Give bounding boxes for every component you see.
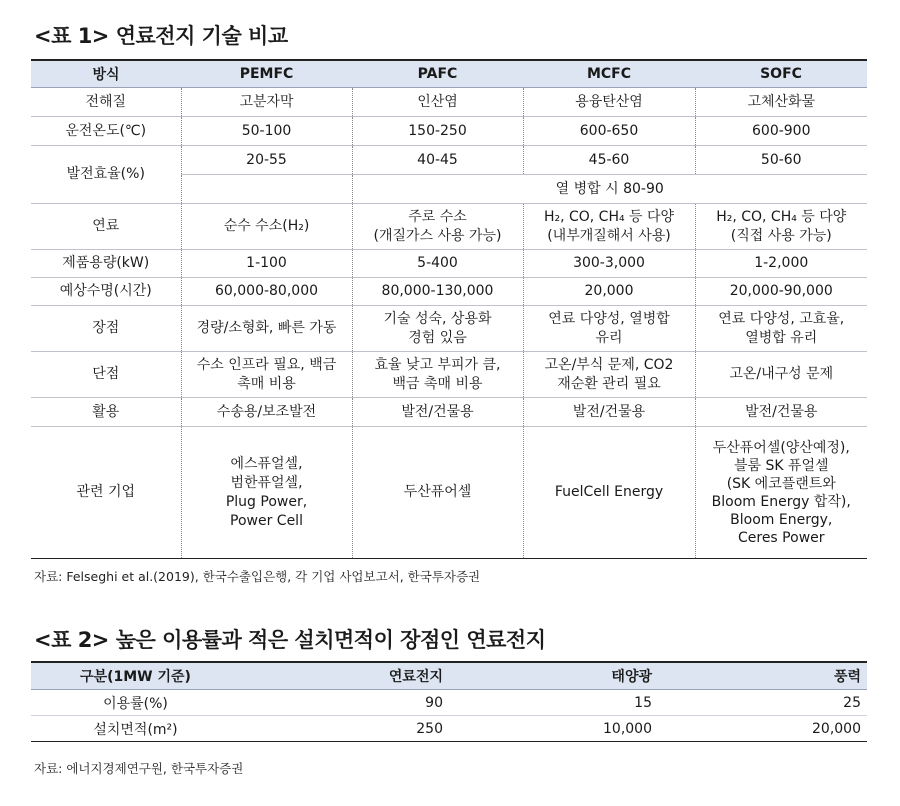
cell-wind: 25: [658, 690, 867, 716]
cell-pafc: 150-250: [352, 117, 523, 146]
cell-sofc: 두산퓨어셀(양산예정), 블룸 SK 퓨얼셀 (SK 에코플랜트와 Bloom Energy 합작), Bloom Energy, Ceres Power: [695, 427, 867, 559]
cell-pemfc: 에스퓨얼셀, 범한퓨얼셀, Plug Power, Power Cell: [181, 427, 352, 559]
cell-pemfc: 고분자막: [181, 88, 352, 117]
table-row: [31, 716, 867, 742]
cell-pemfc: 1-100: [181, 250, 352, 278]
table-row: [31, 690, 867, 716]
cell-mcfc: 600-650: [523, 117, 695, 146]
cell-fuel-cell: 250: [240, 716, 449, 742]
row-label: 관련 기업: [31, 427, 181, 559]
cell-pemfc: 수소 인프라 필요, 백금 촉매 비용: [181, 352, 352, 398]
cell-pemfc: 순수 수소(H₂): [181, 204, 352, 250]
header-wind: 풍력: [658, 663, 867, 690]
cell-solar: 10,000: [449, 716, 658, 742]
cell-mcfc: H₂, CO, CH₄ 등 다양 (내부개질해서 사용): [523, 204, 695, 250]
cell-mcfc: 300-3,000: [523, 250, 695, 278]
header-sofc: SOFC: [695, 61, 867, 88]
cell-pafc: 인산염: [352, 88, 523, 117]
cell-pemfc: 수송용/보조발전: [181, 398, 352, 427]
cell-pafc: 두산퓨어셀: [352, 427, 523, 559]
cell-pafc: 기술 성숙, 상용화 경험 있음: [352, 306, 523, 352]
cell-sofc: 1-2,000: [695, 250, 867, 278]
utilization-area-table: [31, 663, 867, 742]
cell-pemfc-empty: [181, 175, 352, 204]
cell-mcfc: 용융탄산염: [523, 88, 695, 117]
row-label: 활용: [31, 398, 181, 427]
header-type: 방식: [31, 61, 181, 88]
row-companies: [31, 427, 867, 559]
row-label: 제품용량(kW): [31, 250, 181, 278]
cell-cogeneration-merged: 열 병합 시 80-90: [352, 175, 867, 204]
cell-sofc: 발전/건물용: [695, 398, 867, 427]
row-label: 운전온도(℃): [31, 117, 181, 146]
cell-sofc: 600-900: [695, 117, 867, 146]
header-pemfc: PEMFC: [181, 61, 352, 88]
cell-pafc: 80,000-130,000: [352, 278, 523, 306]
table2-header-row: [31, 663, 867, 690]
cell-sofc: 고온/내구성 문제: [695, 352, 867, 398]
row-label: 장점: [31, 306, 181, 352]
cell-mcfc: 고온/부식 문제, CO2 재순환 관리 필요: [523, 352, 695, 398]
header-solar: 태양광: [449, 663, 658, 690]
cell-mcfc: 20,000: [523, 278, 695, 306]
cell-sofc: H₂, CO, CH₄ 등 다양 (직접 사용 가능): [695, 204, 867, 250]
row-label: 이용률(%): [31, 690, 240, 716]
row-label: 전해질: [31, 88, 181, 117]
row-label: 단점: [31, 352, 181, 398]
cell-pemfc: 경량/소형화, 빠른 가동: [181, 306, 352, 352]
cell-mcfc: FuelCell Energy: [523, 427, 695, 559]
row-label: 연료: [31, 204, 181, 250]
cell-sofc: 50-60: [695, 146, 867, 175]
cell-wind: 20,000: [658, 716, 867, 742]
row-cons: [31, 352, 867, 398]
cell-fuel-cell: 90: [240, 690, 449, 716]
cell-mcfc: 발전/건물용: [523, 398, 695, 427]
cell-pemfc: 60,000-80,000: [181, 278, 352, 306]
cell-pafc: 효율 낮고 부피가 큼, 백금 촉매 비용: [352, 352, 523, 398]
header-category: 구분(1MW 기준): [31, 663, 240, 690]
cell-pemfc: 50-100: [181, 117, 352, 146]
cell-pafc: 5-400: [352, 250, 523, 278]
row-label: 설치면적(m²): [31, 716, 240, 742]
row-label: 예상수명(시간): [31, 278, 181, 306]
cell-sofc: 20,000-90,000: [695, 278, 867, 306]
cell-pemfc: 20-55: [181, 146, 352, 175]
table1-header-row: [31, 61, 867, 88]
fuel-cell-comparison-table: [31, 61, 867, 559]
row-pros: [31, 306, 867, 352]
row-electrolyte: [31, 88, 867, 117]
table2-title: <표 2> 높은 이용률과 적은 설치면적이 장점인 연료전지: [34, 628, 546, 652]
cell-pafc: 발전/건물용: [352, 398, 523, 427]
cell-pafc: 40-45: [352, 146, 523, 175]
table1-source-note: 자료: Felseghi et al.(2019), 한국수출입은행, 각 기업 사업보고서, 한국투자증권: [34, 569, 481, 584]
header-mcfc: MCFC: [523, 61, 695, 88]
table2-source-note: 자료: 에너지경제연구원, 한국투자증권: [34, 761, 244, 776]
row-efficiency: [31, 146, 867, 175]
cell-solar: 15: [449, 690, 658, 716]
row-capacity: [31, 250, 867, 278]
cell-mcfc: 45-60: [523, 146, 695, 175]
header-fuel-cell: 연료전지: [240, 663, 449, 690]
cell-mcfc: 연료 다양성, 열병합 유리: [523, 306, 695, 352]
cell-sofc: 고체산화물: [695, 88, 867, 117]
row-temperature: [31, 117, 867, 146]
row-fuel: [31, 204, 867, 250]
row-lifetime: [31, 278, 867, 306]
cell-pafc: 주로 수소 (개질가스 사용 가능): [352, 204, 523, 250]
cell-sofc: 연료 다양성, 고효율, 열병합 유리: [695, 306, 867, 352]
row-label: 발전효율(%): [31, 146, 181, 204]
row-usage: [31, 398, 867, 427]
header-pafc: PAFC: [352, 61, 523, 88]
table1-title: <표 1> 연료전지 기술 비교: [34, 24, 288, 48]
